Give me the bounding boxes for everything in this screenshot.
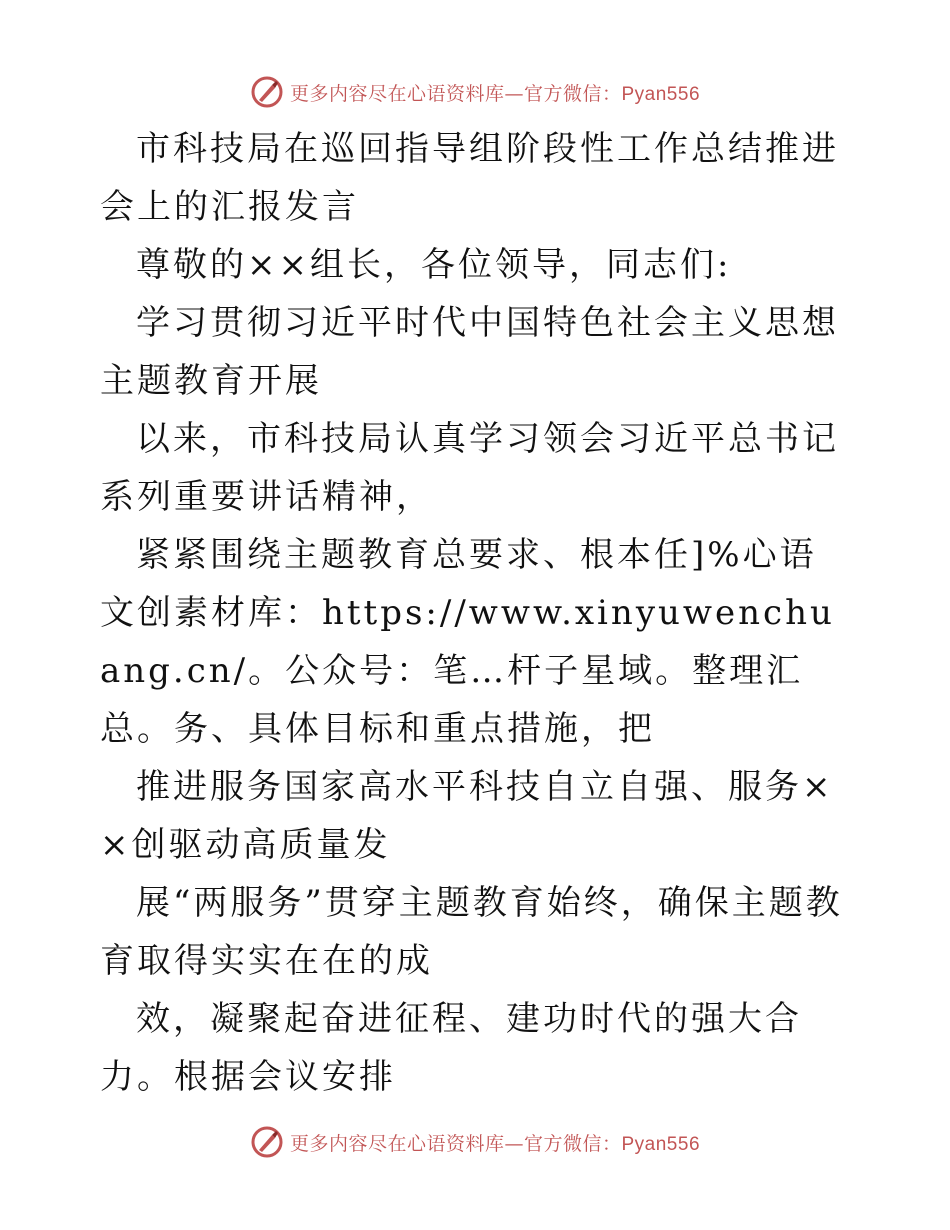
body-paragraph: 展“两服务”贯穿主题教育始终，确保主题教育取得实实在在的成 — [100, 883, 843, 981]
footer-watermark — [0, 1122, 950, 1162]
document-body — [100, 120, 852, 1106]
watermark-main: 更多内容尽在心语资料库 — [289, 1132, 505, 1155]
watermark-text — [290, 1129, 700, 1156]
body-paragraph: 紧紧围绕主题教育总要求、根本任]%心语文创素材库：https://www.xinyuwenchuang.cn/。公众号：笔…杆子星域。整理汇总。务、具体目标和重点措施，把 — [100, 535, 835, 749]
watermark-dash: — — [504, 1132, 524, 1155]
pen-logo-icon — [250, 75, 284, 109]
body-paragraph: 效，凝聚起奋进征程、建功时代的强大合力。根据会议安排 — [100, 999, 802, 1097]
body-paragraph: 推进服务国家高水平科技自立自强、服务××创驱动高质量发 — [100, 767, 834, 865]
salutation: 尊敬的××组长，各位领导，同志们: — [136, 245, 732, 285]
watermark-contact: 官方微信：Pyan556 — [524, 1133, 701, 1155]
body-paragraph: 以来，市科技局认真学习领会习近平总书记系列重要讲话精神， — [100, 419, 839, 517]
watermark-contact: 官方微信：Pyan556 — [524, 83, 701, 105]
watermark-main: 更多内容尽在心语资料库 — [289, 82, 505, 105]
body-paragraph: 学习贯彻习近平时代中国特色社会主义思想主题教育开展 — [100, 303, 839, 401]
header-watermark — [0, 72, 950, 112]
watermark-dash: — — [504, 82, 524, 105]
document-title: 市科技局在巡回指导组阶段性工作总结推进会上的汇报发言 — [100, 129, 839, 227]
pen-logo-icon — [250, 1125, 284, 1159]
watermark-text — [290, 79, 700, 106]
